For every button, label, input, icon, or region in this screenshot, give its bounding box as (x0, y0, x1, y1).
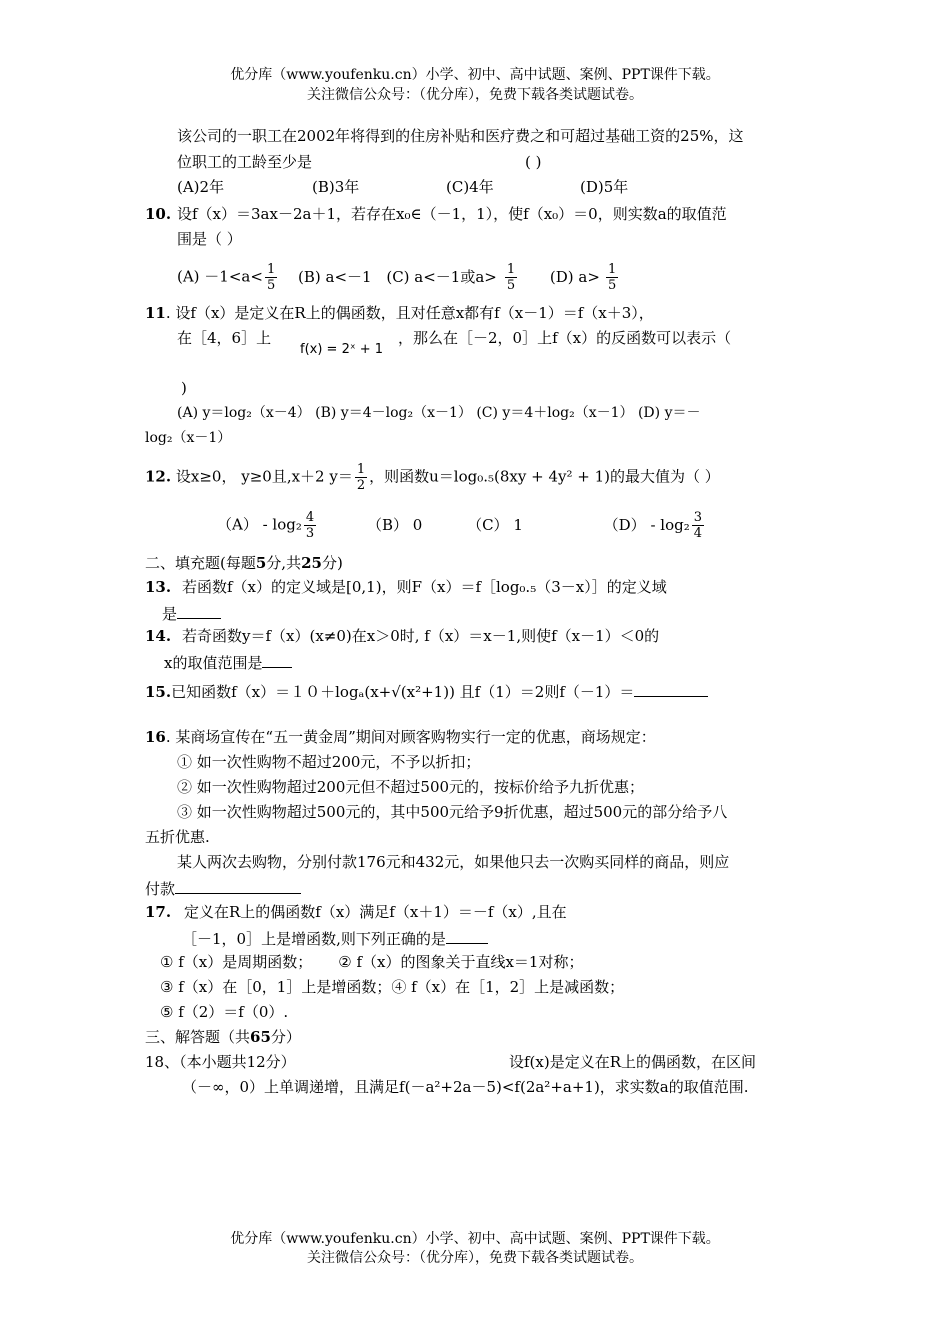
q11-line-3: ) (181, 379, 187, 397)
q13-line-1: 若函数f（x）的定义域是[0,1)，则F（x）＝f［log₀.₅（3－x）］的定义域 (182, 578, 667, 596)
q10-option-c: (C) a<－1或a> (386, 267, 497, 286)
q13-answer-blank[interactable] (177, 602, 221, 619)
q9-option-a: (A)2年 (177, 178, 225, 196)
q16-rule-2: ② 如一次性购物超过200元但不超过500元的，按标价给予九折优惠； (177, 778, 645, 796)
q9-line-2: 位职工的工龄至少是 (177, 153, 313, 171)
q9-option-b: (B)3年 (312, 178, 360, 196)
q13-line-2: 是 (162, 602, 221, 624)
q14-answer-blank[interactable] (262, 651, 292, 668)
q17-statement-1: ① f（x）是周期函数； (160, 953, 313, 971)
q17-statements-1 (160, 952, 583, 972)
q10-option-a-fraction: $\frac{1}{5}$ (266, 262, 276, 293)
q17-line-1: 定义在R上的偶函数f（x）满足f（x＋1）＝－f（x）,且在 (184, 903, 567, 921)
q16-rule-3: ③ 如一次性购物超过500元的，其中500元给予9折优惠，超过500元的部分给予八 (177, 803, 728, 821)
footer-line-2: 关注微信公众号：（优分库），免费下载各类试题试卷。 (307, 1250, 643, 1266)
q9-option-d: (D)5年 (580, 178, 629, 196)
q14-line-2: x的取值范围是 (164, 651, 292, 673)
q11-options: (A) y＝log₂（x－4） (B) y＝4－log₂（x－1） (C) y＝4＋log₂（x－1） (D) y＝－ (177, 405, 701, 421)
section-2-title: 二、填充题(每题5分,共25分) (145, 554, 343, 572)
q16-number: 16 (145, 728, 166, 746)
q10-option-d-fraction: $\frac{1}{5}$ (607, 262, 617, 293)
q10-options (177, 262, 620, 293)
q17-statement-3-4: ③ f（x）在［0，1］上是增函数；④ f（x）在［1，2］上是减函数； (160, 978, 625, 996)
q17-line-2: ［－1，0］上是增函数,则下列正确的是 (182, 927, 488, 949)
q10-number: 10. (145, 205, 172, 223)
q10-option-d: (D) a> (549, 267, 600, 286)
q18-line-2: （－∞，0）上单调递增，且满足f(－a²+2a－5)<f(2a²+a+1)，求实数a的取值范围. (182, 1078, 749, 1096)
q10-option-c-fraction: $\frac{1}{5}$ (506, 262, 516, 293)
q15-answer-blank[interactable] (634, 680, 708, 697)
q14-line-1: 若奇函数y＝f（x）(x≠0)在x＞0时, f（x）＝x－1,则使f（x－1）＜0的 (182, 627, 660, 645)
q17-number: 17. (145, 903, 172, 921)
q12-options (217, 510, 706, 541)
q17-answer-blank[interactable] (446, 927, 488, 944)
q12-stem: 12. 设x≥0， y≥0且,x＋2 y＝ $\frac{1}{2}$ ，则函数u＝log₀.₅(8xy + 4y² + 1)的最大值为（ ） (145, 462, 720, 493)
q16-rule-3-cont: 五折优惠. (145, 828, 210, 846)
q12-number: 12. (145, 467, 172, 486)
q12-option-c: （C） 1 (467, 515, 523, 534)
q16-rule-1: ① 如一次性购物不超过200元，不予以折扣； (177, 753, 481, 771)
q17-statement-2: ② f（x）的图象关于直线x＝1对称； (338, 953, 584, 971)
q17-statement-5: ⑤ f（2）＝f（0）. (160, 1003, 289, 1021)
footer-line-1: 优分库（www.youfenku.cn）小学、初中、高中试题、案例、PPT课件下载。 (230, 1231, 720, 1247)
q12-option-b: （B） 0 (366, 515, 423, 534)
q12-fraction: $\frac{1}{2}$ (356, 462, 366, 493)
q9-option-c: (C)4年 (446, 178, 494, 196)
q10-option-b: (B) a<－1 (298, 267, 372, 286)
q18-number: 18、（本小题共12分） (145, 1053, 296, 1071)
q16-line-5: 某人两次去购物，分别付款176元和432元，如果他只去一次购买同样的商品，则应 (177, 853, 730, 871)
q10-option-a: (A) －1<a< (177, 267, 263, 286)
section-3-title: 三、解答题（共65分） (145, 1028, 301, 1046)
q11-line-2b: ，那么在［－2，0］上f（x）的反函数可以表示（ (398, 329, 732, 347)
q9-line-1: 该公司的一职工在2002年将得到的住房补贴和医疗费之和可超过基础工资的25%，这 (177, 127, 744, 145)
q12-option-a-fraction: $\frac{4}{3}$ (305, 510, 315, 541)
header-line-1: 优分库（www.youfenku.cn）小学、初中、高中试题、案例、PPT课件下载。 (230, 67, 720, 83)
q10-line-2: 围是（ ） (177, 230, 242, 248)
q12-option-a: （A） - log₂ (217, 515, 302, 534)
q12-option-d-fraction: $\frac{3}{4}$ (693, 510, 703, 541)
q12-option-d: （D） - log₂ (603, 515, 690, 534)
q10-line-1: 设f（x）＝3ax－2a＋1，若存在x₀∈（－1，1），使f（x₀）＝0，则实数a的取值范 (177, 205, 727, 223)
q13-number: 13. (145, 578, 172, 596)
q14-number: 14. (145, 627, 172, 645)
q11-options-cont: log₂（x－1） (145, 430, 232, 446)
q15-line: 15.已知函数f（x）＝１０＋logₐ(x+√(x²+1)) 且f（1）＝2则f（－1）＝ (145, 680, 708, 702)
q16-line-6: 付款 (145, 877, 301, 899)
q9-paren: ( ) (525, 153, 542, 171)
q18-line-1: 设f(x)是定义在R上的偶函数，在区间 (509, 1053, 757, 1071)
header-line-2: 关注微信公众号：（优分库），免费下载各类试题试卷。 (307, 87, 643, 103)
q16-line-1: 16. 某商场宣传在“五一黄金周”期间对顾客购物实行一定的优惠，商场规定： (145, 728, 656, 746)
q11-line-2a: 在［4，6］上 (177, 329, 272, 347)
q15-number: 15. (145, 683, 172, 701)
q11-formula: f(x) = 2ˣ + 1 (300, 342, 384, 357)
q11-number: 11 (145, 304, 166, 322)
q11-line-1: 11. 设f（x）是定义在R上的偶函数，且对任意x都有f（x－1）＝f（x＋3）， (145, 304, 654, 322)
q16-answer-blank[interactable] (175, 877, 301, 894)
